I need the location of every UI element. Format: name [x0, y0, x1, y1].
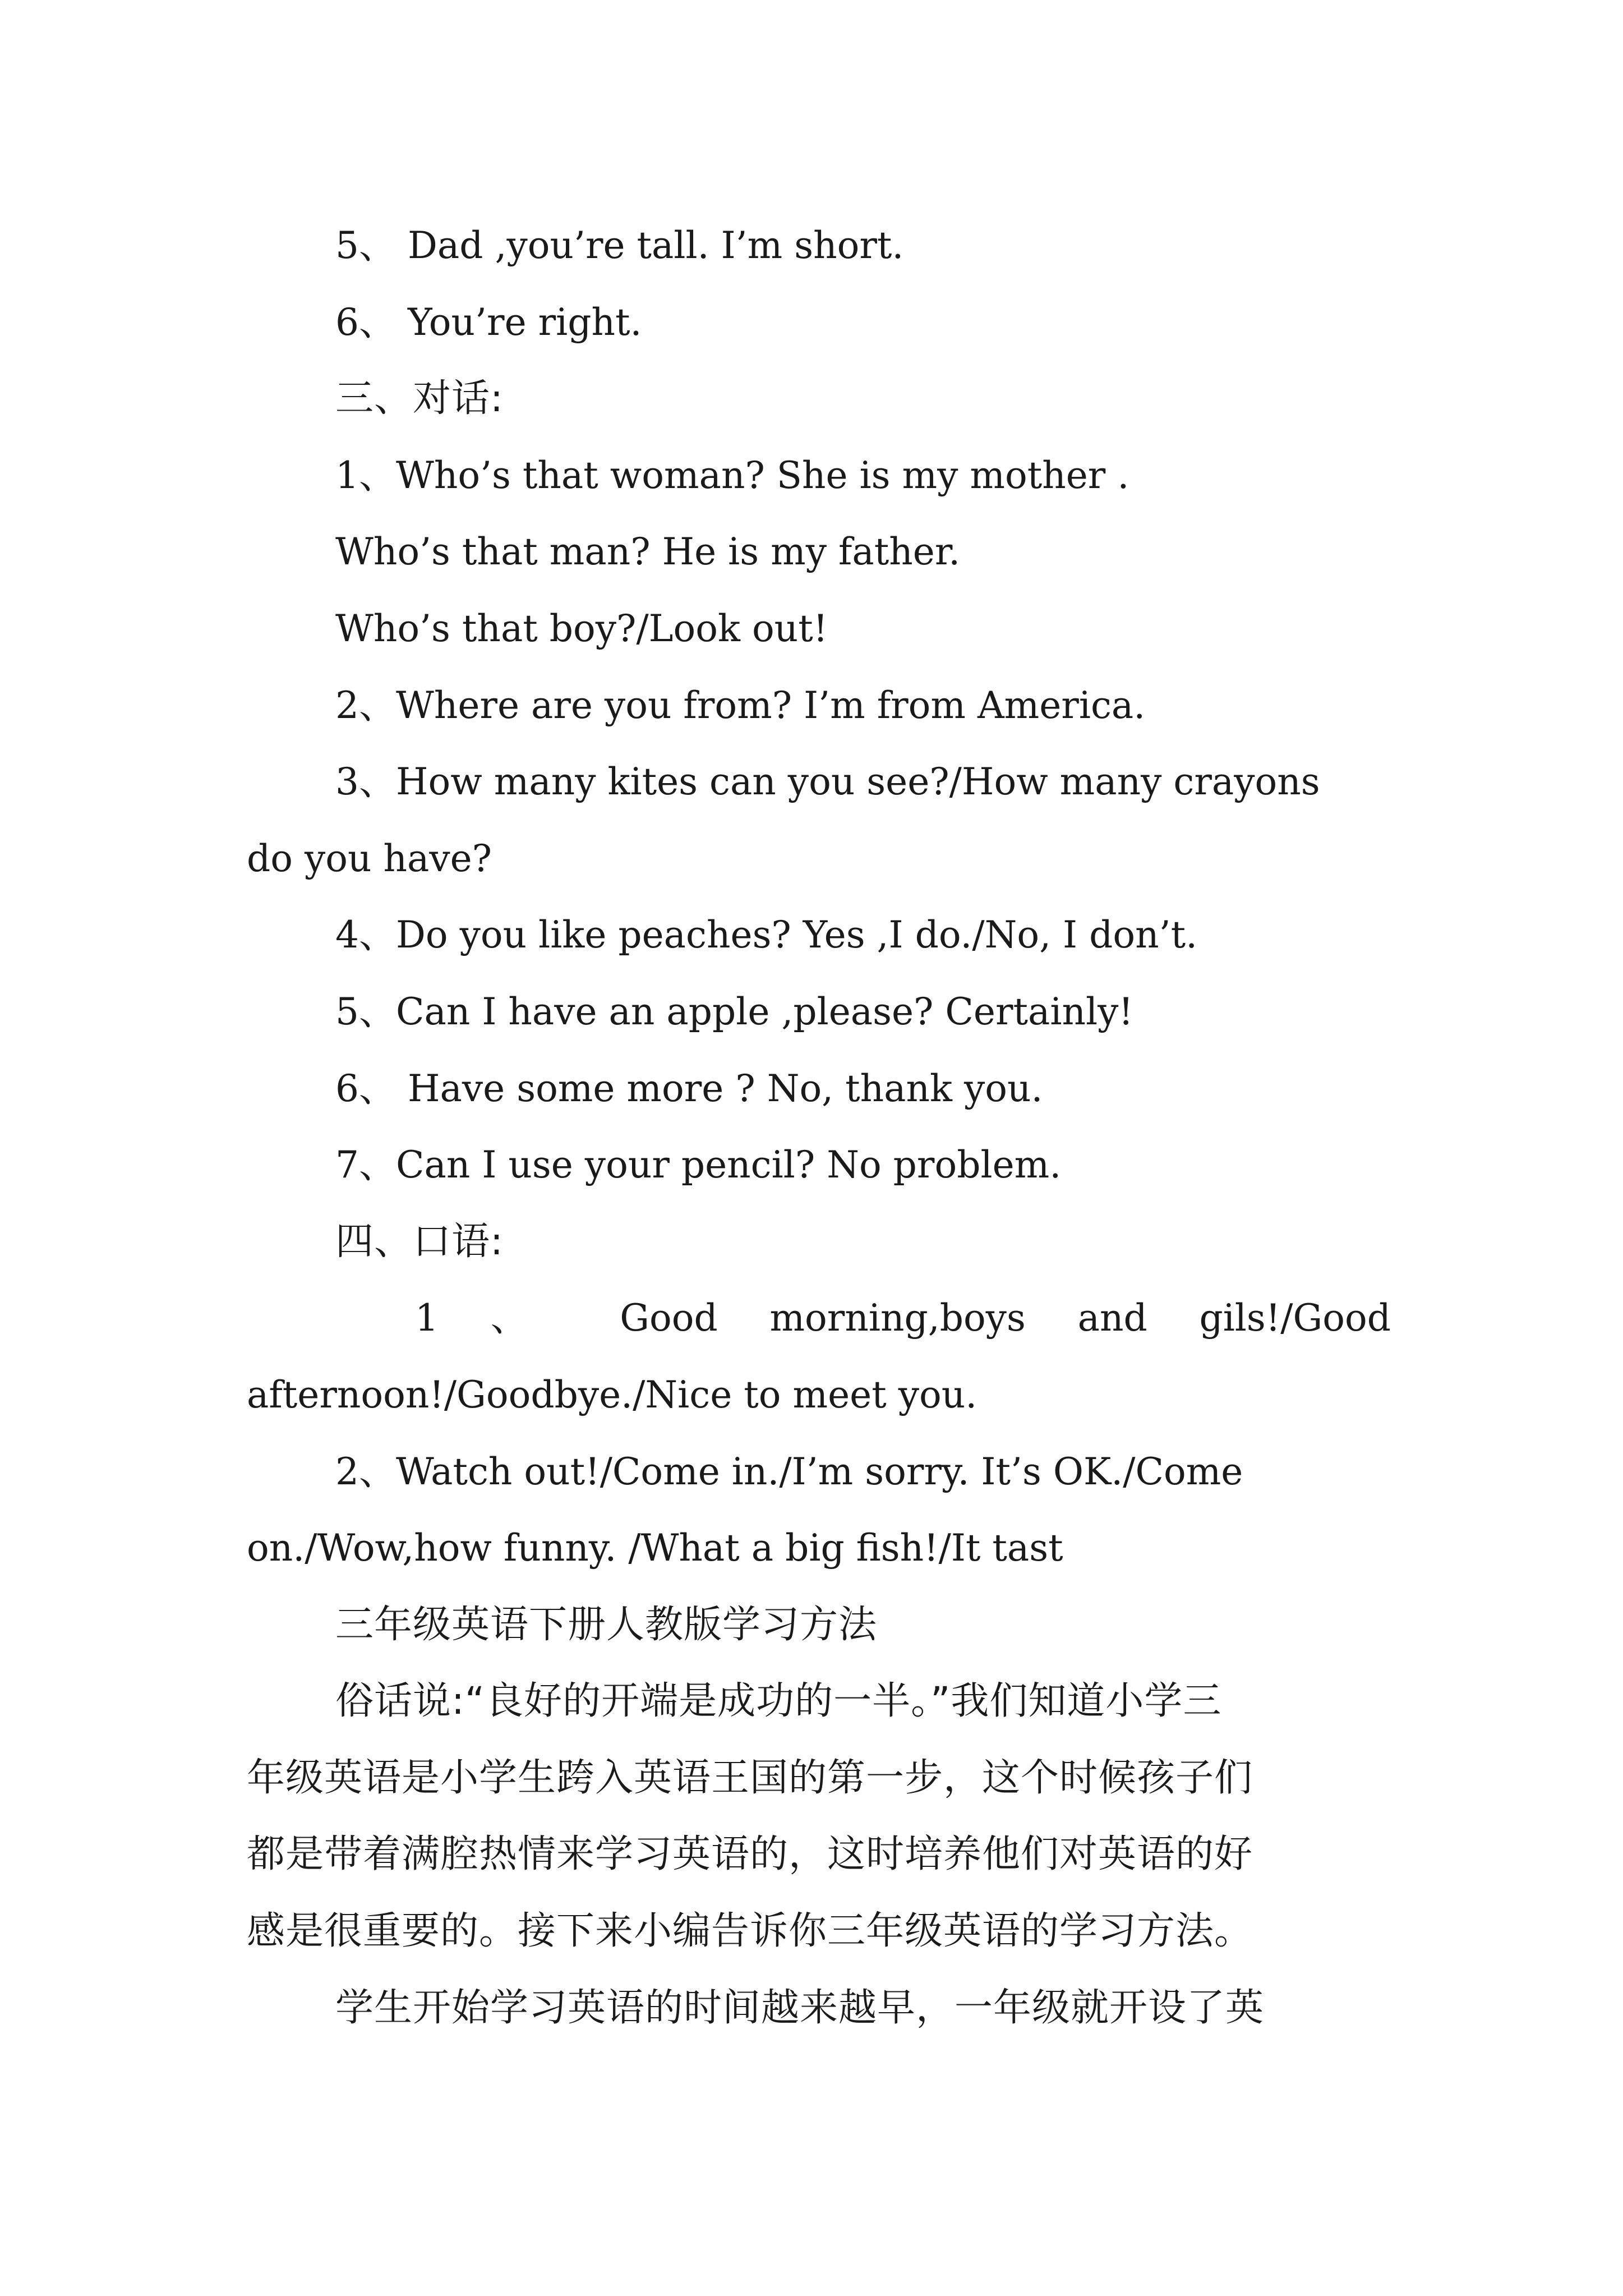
text-line: afternoon!/Goodbye./Nice to meet you. — [247, 1373, 978, 1416]
text-line: 6、 Have some more ? No, thank you. — [335, 1066, 1043, 1110]
paragraph-line: 年级英语是小学生跨入英语王国的第一步，这个时候孩子们 — [247, 1755, 1253, 1800]
paragraph-line: 都是带着满腔热情来学习英语的，这时培养他们对英语的好 — [247, 1832, 1253, 1877]
paragraph-line: 俗话说:“良好的开端是成功的一半。”我们知道小学三 — [335, 1679, 1222, 1724]
text-line: 4、Do you like peaches? Yes ,I do./No, I don’t. — [335, 913, 1198, 957]
text-line: do you have? — [247, 836, 492, 880]
text-line: 1、Who’s that woman? She is my mother . — [335, 453, 1129, 497]
text-line: Who’s that man? He is my father. — [335, 530, 961, 574]
text-line: 3、How many kites can you see?/How many crayons — [335, 760, 1320, 804]
section-title: 三年级英语下册人教版学习方法 — [335, 1602, 878, 1647]
text-line: 7、Can I use your pencil? No problem. — [335, 1143, 1062, 1187]
text-line: 5、Can I have an apple ,please? Certainly! — [335, 990, 1133, 1033]
text-line: 2、Watch out!/Come in./I’m sorry. It’s OK./Come — [335, 1450, 1243, 1493]
section-heading: 三、对话: — [335, 376, 504, 421]
section-heading: 四、口语: — [335, 1219, 504, 1264]
text-line: 5、 Dad ,you’re tall. I’m short. — [335, 224, 904, 267]
text-line: 1 、 Good morning,boys and gils!/Good — [415, 1296, 1391, 1340]
text-line: 2、Where are you from? I’m from America. — [335, 683, 1146, 727]
document-body — [247, 208, 1391, 2046]
text-line: Who’s that boy?/Look out! — [335, 606, 828, 650]
text-line: 6、 You’re right. — [335, 300, 642, 344]
text-line: on./Wow,how funny. /What a big fish!/It tast — [247, 1526, 1063, 1570]
paragraph-line: 学生开始学习英语的时间越来越早，一年级就开设了英 — [335, 1985, 1265, 2030]
paragraph-line: 感是很重要的。接下来小编告诉你三年级英语的学习方法。 — [247, 1909, 1253, 1954]
